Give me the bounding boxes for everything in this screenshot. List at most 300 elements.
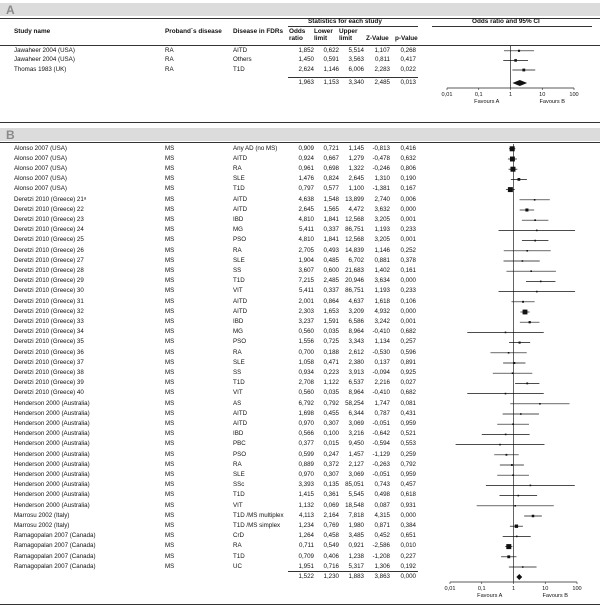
row-lower: 0,247 xyxy=(323,450,339,458)
row-upper: 1,322 xyxy=(348,164,364,172)
row-upper: 18,548 xyxy=(345,501,364,509)
row-or: 0,924 xyxy=(298,154,314,162)
row-z: 0,452 xyxy=(374,532,390,540)
row-proband-disease: MS xyxy=(165,409,175,417)
row-study-name: Henderson 2000 (Australia) xyxy=(14,450,90,458)
row-upper: 1,457 xyxy=(348,450,364,458)
row-study-name: Deretzi 2010 (Greece) 40 xyxy=(14,389,84,397)
row-study-name: Alonso 2007 (USA) xyxy=(14,144,67,152)
row-fdr-disease: T1D xyxy=(233,491,245,499)
row-proband-disease: MS xyxy=(165,317,175,325)
row-proband-disease: MS xyxy=(165,266,175,274)
row-upper: 86,751 xyxy=(345,287,364,295)
row-lower: 1,122 xyxy=(323,379,339,387)
row-p: 0,000 xyxy=(400,511,416,519)
row-study-name: Jawaheer 2004 (USA) xyxy=(14,46,75,54)
row-proband-disease: MS xyxy=(165,379,175,387)
row-fdr-disease: PSO xyxy=(233,338,247,346)
row-z: 1,402 xyxy=(374,266,390,274)
row-z: 0,137 xyxy=(374,358,390,366)
row-lower: 0,792 xyxy=(323,399,339,407)
row-proband-disease: MS xyxy=(165,236,175,244)
point-estimate xyxy=(520,413,522,415)
row-p: 0,257 xyxy=(400,338,416,346)
row-lower: 0,337 xyxy=(323,226,339,234)
row-upper: 3,069 xyxy=(348,470,364,478)
row-proband-disease: MS xyxy=(165,460,175,468)
row-study-name: Thomas 1983 (UK) xyxy=(14,65,67,73)
summary-upper: 1,883 xyxy=(348,572,364,580)
row-upper: 1,100 xyxy=(348,185,364,193)
row-or: 0,961 xyxy=(298,164,314,172)
row-study-name: Deretzi 2010 (Greece) 38 xyxy=(14,368,84,376)
row-fdr-disease: Any AD (no MS) xyxy=(233,144,278,152)
row-or: 0,377 xyxy=(298,440,314,448)
row-upper: 20,946 xyxy=(345,277,364,285)
row-fdr-disease: UC xyxy=(233,562,242,570)
row-proband-disease: MS xyxy=(165,542,175,550)
row-lower: 0,307 xyxy=(323,470,339,478)
row-proband-disease: MS xyxy=(165,154,175,162)
row-or: 1,058 xyxy=(298,358,314,366)
row-or: 1,556 xyxy=(298,338,314,346)
row-fdr-disease: SLE xyxy=(233,470,245,478)
point-estimate xyxy=(516,536,518,538)
row-z: 1,310 xyxy=(374,175,390,183)
row-p: 0,891 xyxy=(400,358,416,366)
point-estimate xyxy=(522,260,524,262)
row-or: 1,951 xyxy=(298,562,314,570)
row-or: 4,113 xyxy=(298,511,314,519)
row-upper: 3,485 xyxy=(348,532,364,540)
row-or: 1,904 xyxy=(298,256,314,264)
row-study-name: Deretzi 2010 (Greece) 27 xyxy=(14,256,84,264)
row-fdr-disease: IBD xyxy=(233,215,244,223)
row-lower: 0,307 xyxy=(323,419,339,427)
summary-z: 2,485 xyxy=(374,78,390,86)
row-p: 0,010 xyxy=(400,542,416,550)
row-study-name: Deretzi 2010 (Greece) 24 xyxy=(14,226,84,234)
row-lower: 0,471 xyxy=(323,358,339,366)
row-p: 0,167 xyxy=(400,185,416,193)
row-upper: 14,839 xyxy=(345,246,364,254)
row-study-name: Marrosu 2002 (Italy) xyxy=(14,511,70,519)
row-upper: 6,537 xyxy=(348,379,364,387)
row-lower: 0,716 xyxy=(323,562,339,570)
point-estimate xyxy=(505,393,507,395)
row-lower: 0,035 xyxy=(323,328,339,336)
row-or: 0,560 xyxy=(298,328,314,336)
x-tick-label: 0,01 xyxy=(441,92,453,98)
row-lower: 0,485 xyxy=(323,256,339,264)
row-p: 0,553 xyxy=(400,440,416,448)
row-fdr-disease: Others xyxy=(233,56,252,64)
row-fdr-disease: RA xyxy=(233,460,242,468)
point-estimate xyxy=(539,403,541,405)
row-z: -0,410 xyxy=(372,328,390,336)
favours-b-label: Favours B xyxy=(539,99,565,105)
point-estimate xyxy=(522,566,524,568)
row-p: 0,682 xyxy=(400,389,416,397)
point-estimate xyxy=(499,444,501,446)
point-estimate xyxy=(515,525,518,528)
row-z: 1,193 xyxy=(374,226,390,234)
x-tick-label: 0,1 xyxy=(474,92,483,98)
row-fdr-disease: SS xyxy=(233,266,242,274)
point-estimate xyxy=(522,301,524,303)
row-study-name: Deretzi 2010 (Greece) 29 xyxy=(14,277,84,285)
summary-diamond xyxy=(516,574,522,580)
row-or: 5,411 xyxy=(298,226,314,234)
header-statistics: Statistics for each study xyxy=(308,18,382,25)
row-lower: 0,864 xyxy=(323,297,339,305)
row-study-name: Deretzi 2010 (Greece) 26 xyxy=(14,246,84,254)
point-estimate xyxy=(529,321,531,323)
row-p: 0,106 xyxy=(400,297,416,305)
row-fdr-disease: IBD xyxy=(233,317,244,325)
row-upper: 3,343 xyxy=(348,338,364,346)
row-study-name: Deretzi 2010 (Greece) 37 xyxy=(14,358,84,366)
row-z: 1,618 xyxy=(374,297,390,305)
summary-z: 3,863 xyxy=(374,572,390,580)
row-upper: 6,586 xyxy=(348,317,364,325)
x-tick-label: 100 xyxy=(572,586,582,592)
row-z: -0,594 xyxy=(372,440,390,448)
row-upper: 0,921 xyxy=(348,542,364,550)
row-z: 1,107 xyxy=(374,46,390,54)
row-lower: 0,406 xyxy=(323,552,339,560)
row-fdr-disease: T1D /MS simplex xyxy=(233,521,281,529)
row-lower: 1,146 xyxy=(323,65,339,73)
row-or: 7,215 xyxy=(298,277,314,285)
row-study-name: Jawaheer 2004 (USA) xyxy=(14,56,75,64)
row-or: 2,303 xyxy=(298,307,314,315)
row-upper: 12,568 xyxy=(345,215,364,223)
row-lower: 0,361 xyxy=(323,491,339,499)
point-estimate xyxy=(510,167,515,172)
row-lower: 1,548 xyxy=(323,195,339,203)
point-estimate xyxy=(510,146,515,151)
row-fdr-disease: AITD xyxy=(233,195,248,203)
row-p: 0,001 xyxy=(400,317,416,325)
row-or: 0,934 xyxy=(298,368,314,376)
row-proband-disease: MS xyxy=(165,450,175,458)
row-fdr-disease: SS xyxy=(233,368,242,376)
x-tick-label: 10 xyxy=(539,92,546,98)
row-lower: 0,698 xyxy=(323,164,339,172)
row-p: 0,081 xyxy=(400,399,416,407)
row-p: 0,000 xyxy=(400,307,416,315)
header-upper-limit: Upper limit xyxy=(339,28,358,43)
row-study-name: Deretzi 2010 (Greece) 39 xyxy=(14,379,84,387)
header-fdr-disease: Disease in FDRs xyxy=(233,28,284,35)
row-proband-disease: MS xyxy=(165,307,175,315)
point-estimate xyxy=(526,382,528,384)
row-study-name: Deretzi 2010 (Greece) 22 xyxy=(14,205,84,213)
row-z: 1,146 xyxy=(374,246,390,254)
row-proband-disease: MS xyxy=(165,511,175,519)
row-fdr-disease: VIT xyxy=(233,501,243,509)
point-estimate xyxy=(514,59,517,62)
row-p: 0,959 xyxy=(400,470,416,478)
row-upper: 4,472 xyxy=(348,205,364,213)
row-lower: 2,485 xyxy=(323,277,339,285)
row-p: 0,161 xyxy=(400,266,416,274)
row-lower: 1,841 xyxy=(323,215,339,223)
row-fdr-disease: RA xyxy=(233,164,242,172)
point-estimate xyxy=(519,342,521,344)
row-p: 0,521 xyxy=(400,430,416,438)
row-or: 0,711 xyxy=(298,542,314,550)
row-p: 0,806 xyxy=(400,164,416,172)
row-study-name: Deretzi 2010 (Greece) 21ᵃ xyxy=(14,195,87,203)
row-proband-disease: RA xyxy=(165,56,174,64)
row-proband-disease: MS xyxy=(165,552,175,560)
row-or: 0,560 xyxy=(298,389,314,397)
row-fdr-disease: AITD xyxy=(233,409,248,417)
row-study-name: Ramagopalan 2007 (Canada) xyxy=(14,532,96,540)
row-lower: 1,653 xyxy=(323,307,339,315)
row-fdr-disease: T1D xyxy=(233,277,245,285)
row-study-name: Marrosu 2002 (Italy) xyxy=(14,521,70,529)
row-study-name: Alonso 2007 (USA) xyxy=(14,164,67,172)
row-study-name: Henderson 2000 (Australia) xyxy=(14,481,90,489)
row-or: 1,234 xyxy=(298,521,314,529)
row-lower: 0,015 xyxy=(323,440,339,448)
row-lower: 1,565 xyxy=(323,205,339,213)
row-proband-disease: MS xyxy=(165,338,175,346)
row-z: 0,498 xyxy=(374,491,390,499)
row-z: 1,193 xyxy=(374,287,390,295)
row-lower: 0,100 xyxy=(323,430,339,438)
row-fdr-disease: AITD xyxy=(233,154,248,162)
row-proband-disease: MS xyxy=(165,246,175,254)
summary-upper: 3,340 xyxy=(348,78,364,86)
row-z: 3,205 xyxy=(374,236,390,244)
row-or: 0,599 xyxy=(298,450,314,458)
row-fdr-disease: RA xyxy=(233,348,242,356)
row-study-name: Alonso 2007 (USA) xyxy=(14,175,67,183)
point-estimate xyxy=(512,423,514,425)
row-lower: 0,337 xyxy=(323,287,339,295)
row-lower: 0,188 xyxy=(323,348,339,356)
row-proband-disease: MS xyxy=(165,470,175,478)
row-lower: 2,164 xyxy=(323,511,339,519)
row-study-name: Alonso 2007 (USA) xyxy=(14,185,67,193)
row-z: -0,051 xyxy=(372,419,390,427)
row-lower: 0,577 xyxy=(323,185,339,193)
row-fdr-disease: T1D /MS multiplex xyxy=(233,511,284,519)
point-estimate xyxy=(507,555,510,558)
point-estimate xyxy=(506,454,508,456)
row-upper: 21,683 xyxy=(345,266,364,274)
row-fdr-disease: SLE xyxy=(233,175,245,183)
row-z: -0,478 xyxy=(372,154,390,162)
row-proband-disease: MS xyxy=(165,491,175,499)
row-proband-disease: MS xyxy=(165,368,175,376)
point-estimate xyxy=(512,474,514,476)
row-z: 0,871 xyxy=(374,521,390,529)
row-upper: 2,380 xyxy=(348,358,364,366)
favours-a-label: Favours A xyxy=(474,99,500,105)
row-proband-disease: MS xyxy=(165,277,175,285)
row-upper: 8,964 xyxy=(348,328,364,336)
row-or: 1,450 xyxy=(298,56,314,64)
row-p: 0,027 xyxy=(400,379,416,387)
row-fdr-disease: T1D xyxy=(233,552,245,560)
x-tick-label: 1 xyxy=(511,586,516,592)
point-estimate xyxy=(536,291,538,293)
row-proband-disease: MS xyxy=(165,440,175,448)
row-fdr-disease: AITD xyxy=(233,205,248,213)
row-z: 4,932 xyxy=(374,307,390,315)
row-p: 0,192 xyxy=(400,562,416,570)
x-tick-label: 10 xyxy=(542,586,549,592)
row-study-name: Henderson 2000 (Australia) xyxy=(14,470,90,478)
row-upper: 2,612 xyxy=(348,348,364,356)
row-or: 0,970 xyxy=(298,470,314,478)
row-upper: 1,980 xyxy=(348,521,364,529)
row-study-name: Deretzi 2010 (Greece) 33 xyxy=(14,317,84,325)
row-study-name: Deretzi 2010 (Greece) 30 xyxy=(14,287,84,295)
row-study-name: Henderson 2000 (Australia) xyxy=(14,491,90,499)
row-p: 0,417 xyxy=(400,56,416,64)
summary-p: 0,013 xyxy=(400,78,416,86)
row-proband-disease: MS xyxy=(165,562,175,570)
row-proband-disease: MS xyxy=(165,195,175,203)
point-estimate xyxy=(540,281,542,283)
row-p: 0,000 xyxy=(400,205,416,213)
row-upper: 1,279 xyxy=(348,154,364,162)
point-estimate xyxy=(517,495,519,497)
point-estimate xyxy=(506,544,511,549)
row-lower: 0,135 xyxy=(323,481,339,489)
row-p: 0,378 xyxy=(400,256,416,264)
row-z: 1,134 xyxy=(374,338,390,346)
row-proband-disease: MS xyxy=(165,521,175,529)
row-p: 0,190 xyxy=(400,175,416,183)
row-z: 0,087 xyxy=(374,501,390,509)
row-or: 0,889 xyxy=(298,460,314,468)
row-proband-disease: MS xyxy=(165,419,175,427)
row-or: 2,001 xyxy=(298,297,314,305)
x-tick-label: 1 xyxy=(508,92,513,98)
row-p: 0,431 xyxy=(400,409,416,417)
row-lower: 0,667 xyxy=(323,154,339,162)
row-or: 1,698 xyxy=(298,409,314,417)
row-or: 2,705 xyxy=(298,246,314,254)
row-p: 0,596 xyxy=(400,348,416,356)
row-p: 0,000 xyxy=(400,277,416,285)
row-p: 0,618 xyxy=(400,491,416,499)
row-upper: 3,209 xyxy=(348,307,364,315)
row-z: 0,881 xyxy=(374,256,390,264)
row-lower: 0,824 xyxy=(323,175,339,183)
row-proband-disease: MS xyxy=(165,185,175,193)
row-z: -0,051 xyxy=(372,470,390,478)
row-z: 4,315 xyxy=(374,511,390,519)
row-p: 0,931 xyxy=(400,501,416,509)
row-or: 1,852 xyxy=(298,46,314,54)
panel-b-label: B xyxy=(6,128,15,142)
row-study-name: Ramagopalan 2007 (Canada) xyxy=(14,562,96,570)
row-z: -0,094 xyxy=(372,368,390,376)
row-lower: 1,591 xyxy=(323,317,339,325)
row-p: 0,632 xyxy=(400,154,416,162)
row-fdr-disease: MG xyxy=(233,328,243,336)
row-upper: 6,702 xyxy=(348,256,364,264)
row-lower: 0,223 xyxy=(323,368,339,376)
row-lower: 0,493 xyxy=(323,246,339,254)
row-upper: 8,964 xyxy=(348,389,364,397)
row-upper: 4,637 xyxy=(348,297,364,305)
row-z: 2,216 xyxy=(374,379,390,387)
row-lower: 0,622 xyxy=(323,46,339,54)
row-fdr-disease: VIT xyxy=(233,287,243,295)
summary-or: 1,522 xyxy=(298,572,314,580)
row-upper: 6,006 xyxy=(348,65,364,73)
row-fdr-disease: T1D xyxy=(233,65,245,73)
row-proband-disease: RA xyxy=(165,65,174,73)
row-study-name: Henderson 2000 (Australia) xyxy=(14,440,90,448)
row-upper: 1,238 xyxy=(348,552,364,560)
point-estimate xyxy=(508,187,513,192)
row-lower: 0,725 xyxy=(323,338,339,346)
row-proband-disease: RA xyxy=(165,46,174,54)
row-p: 0,268 xyxy=(400,46,416,54)
row-upper: 58,254 xyxy=(345,399,364,407)
row-study-name: Henderson 2000 (Australia) xyxy=(14,419,90,427)
point-estimate xyxy=(534,240,536,242)
row-proband-disease: MS xyxy=(165,348,175,356)
row-upper: 3,069 xyxy=(348,419,364,427)
row-lower: 0,721 xyxy=(323,144,339,152)
point-estimate xyxy=(508,352,510,354)
row-or: 0,700 xyxy=(298,348,314,356)
row-fdr-disease: PBC xyxy=(233,440,246,448)
row-p: 0,233 xyxy=(400,287,416,295)
row-proband-disease: MS xyxy=(165,287,175,295)
row-fdr-disease: AITD xyxy=(233,297,248,305)
row-study-name: Henderson 2000 (Australia) xyxy=(14,430,90,438)
x-tick-label: 100 xyxy=(569,92,579,98)
header-proband-disease: Proband´s disease xyxy=(165,28,222,35)
point-estimate xyxy=(522,69,525,72)
point-estimate xyxy=(536,230,538,232)
point-estimate xyxy=(513,362,515,364)
row-z: 1,306 xyxy=(374,562,390,570)
row-or: 3,607 xyxy=(298,266,314,274)
row-z: 2,740 xyxy=(374,195,390,203)
point-estimate xyxy=(534,199,536,201)
row-lower: 0,549 xyxy=(323,542,339,550)
row-p: 0,001 xyxy=(400,236,416,244)
row-z: -0,642 xyxy=(372,430,390,438)
row-proband-disease: MS xyxy=(165,389,175,397)
row-proband-disease: MS xyxy=(165,430,175,438)
row-or: 2,645 xyxy=(298,205,314,213)
point-estimate xyxy=(505,434,507,436)
row-fdr-disease: SSc xyxy=(233,481,245,489)
row-study-name: Alonso 2007 (USA) xyxy=(14,154,67,162)
row-proband-disease: MS xyxy=(165,164,175,172)
row-lower: 1,841 xyxy=(323,236,339,244)
header-z-value: Z-Value xyxy=(366,35,389,42)
row-z: -1,208 xyxy=(372,552,390,560)
row-p: 0,651 xyxy=(400,532,416,540)
header-p-value: p-Value xyxy=(395,35,418,42)
row-study-name: Deretzi 2010 (Greece) 23 xyxy=(14,215,84,223)
